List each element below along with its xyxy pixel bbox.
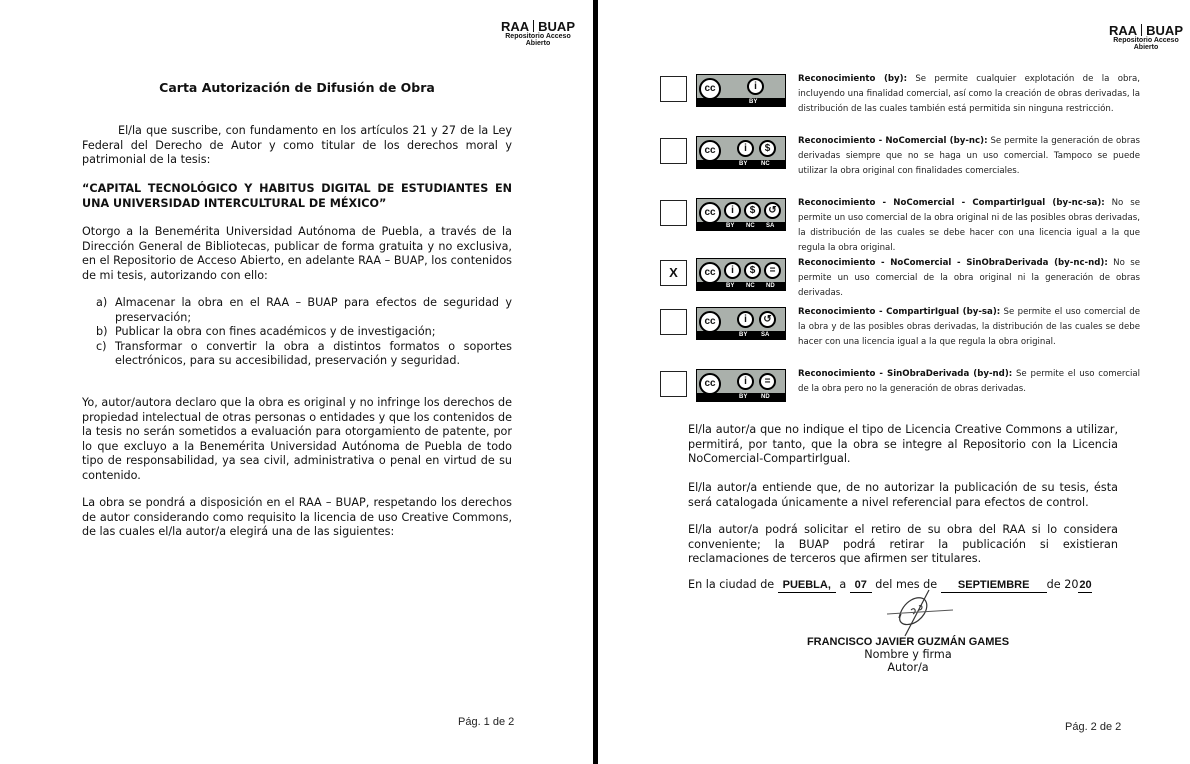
license-description [798,305,1140,350]
place-prefix: En la ciudad de [688,578,775,591]
attribution-icon: i [737,373,754,390]
list-item-text: Publicar la obra con fines académicos y de investigación; [115,325,436,339]
role-caption: Autor/a [887,661,929,674]
month-prefix: del mes de [875,578,938,591]
cc-license-badge [696,198,786,231]
logo-raa: RAA [500,19,530,34]
list-item-label: c) [96,339,107,353]
cc-license-badge [696,369,786,402]
license-description [798,134,1140,179]
logo-subtitle-line1: Repositorio Acceso [505,33,571,40]
non-commercial-icon: $ [744,262,761,279]
badge-label: SA [761,332,770,338]
authorization-list [82,296,512,369]
attribution-icon: i [737,140,754,157]
attribution-icon: i [724,262,741,279]
year-prefix: de 20 [1046,578,1079,591]
default-license-paragraph: El/la autor/a que no indique el tipo de Licencia Creative Commons a utilizar, permitirá, por tanto, que la obra se integre al Repositorio con la Licencia NoComercial-CompartirIgual. [688,423,1118,466]
badge-label: BY [739,161,748,167]
logo-subtitle-line1: Repositorio Acceso [1113,37,1179,44]
attribution-icon: i [737,311,754,328]
license-description [798,367,1140,397]
badge-label: NC [746,283,755,289]
signature-block [758,636,1058,674]
license-title: Reconocimiento (by): [798,74,908,84]
logo-buap: BUAP [1146,23,1183,38]
list-item [82,340,512,369]
license-checkbox[interactable] [660,200,687,226]
logo-raa: RAA [1108,23,1138,38]
badge-label-strip [697,331,785,339]
grant-paragraph: Otorgo a la Benemérita Universidad Autónoma de Puebla, a través de la Dirección General de Bibliotecas, publicar de forma gratuita y no exclusiva, en el Repositorio de Acceso Abierto, en adelante RAA – BUAP, los contenidos de mi tesis, autorizando con ello: [82,225,512,282]
cc-license-badge [696,307,786,340]
badge-label: BY [739,332,748,338]
license-text: No se permite un uso comercial de la obra original ni la generación de obras derivadas. [798,258,1140,298]
no-derivatives-icon: = [759,373,776,390]
name-caption: Nombre y firma [864,648,952,661]
withdrawal-paragraph: El/la autor/a podrá solicitar el retiro de su obra del RAA si lo considera conveniente; la BUAP podrá retirar la publicación si existieran reclamaciones de terceros que afirmen ser titulares. [688,523,1118,566]
license-description [798,256,1140,301]
badge-label: NC [761,161,770,167]
badge-label-strip [697,282,785,290]
handwritten-signature [881,588,961,638]
creative-commons-icon: cc [699,140,721,162]
logo-separator [533,20,534,32]
logo-buap: BUAP [538,19,575,34]
document-page-2 [598,0,1190,764]
list-item [82,296,512,325]
availability-paragraph: La obra se pondrá a disposición en el RAA – BUAP, respetando los derechos de autor considerando como requisito la licencia de uso Creative Commons, de las cuales el/la autor/a elegirá una de las siguientes: [82,496,512,539]
license-title: Reconocimiento - SinObraDerivada (by-nd): [798,369,1013,379]
city-field[interactable]: PUEBLA, [778,579,836,593]
license-title: Reconocimiento - NoComercial (by-nc): [798,136,988,146]
month-field[interactable]: SEPTIEMBRE [941,579,1047,593]
badge-label-strip [697,160,785,168]
attribution-icon: i [724,202,741,219]
license-title: Reconocimiento - CompartirIgual (by-sa): [798,307,1001,317]
license-text: Se permite la generación de obras derivadas siempre que no se haga un uso comercial. Tampoco se puede utilizar la obra original con finalidades comerciales. [798,136,1140,176]
license-title: Reconocimiento - NoComercial - SinObraDerivada (by-nc-nd): [798,258,1108,268]
attribution-icon: i [747,78,764,95]
author-name: FRANCISCO JAVIER GUZMÁN GAMES [806,636,1010,648]
document-page-1 [0,0,593,764]
raa-buap-logo [498,20,578,47]
non-commercial-icon: $ [759,140,776,157]
list-item-text: Transformar o convertir la obra a distintos formatos o soportes electrónicos, para su accesibilidad, preservación y seguridad. [115,339,512,368]
creative-commons-icon: cc [699,78,721,100]
day-prefix: a [839,578,847,591]
page-number: Pág. 2 de 2 [1065,721,1122,733]
badge-label: BY [739,394,748,400]
badge-label-strip [697,393,785,401]
license-text: Se permite el uso comercial de la obra pero no la generación de obras derivadas. [798,369,1140,394]
page-number: Pág. 1 de 2 [458,716,515,728]
creative-commons-icon: cc [699,262,721,284]
creative-commons-icon: cc [699,373,721,395]
list-item [82,325,512,340]
badge-label: SA [766,223,775,229]
no-derivatives-icon: = [764,262,781,279]
creative-commons-icon: cc [699,311,721,333]
license-checkbox[interactable] [660,309,687,335]
badge-label: BY [726,283,735,289]
badge-label: ND [761,394,770,400]
license-description [798,72,1140,117]
day-field[interactable]: 07 [850,579,872,593]
intro-paragraph: El/la que suscribe, con fundamento en los artículos 21 y 27 de la Ley Federal del Derecho de Autor y como titular de los derechos moral y patrimonial de la tesis: [82,124,512,167]
cc-license-badge [696,258,786,291]
license-checkbox[interactable] [660,138,687,164]
license-checkbox[interactable] [660,371,687,397]
share-alike-icon: ↺ [759,311,776,328]
cc-license-badge [696,74,786,107]
license-checkbox[interactable] [660,76,687,102]
badge-label: BY [749,99,758,105]
badge-label: NC [746,223,755,229]
license-description [798,196,1140,256]
badge-label-strip [697,222,785,230]
logo-separator [1141,24,1142,36]
year-field[interactable]: 20 [1079,579,1092,591]
list-item-text: Almacenar la obra en el RAA – BUAP para efectos de seguridad y preservación; [115,296,512,324]
thesis-title: “CAPITAL TECNOLÓGICO Y HABITUS DIGITAL DE ESTUDIANTES EN UNA UNIVERSIDAD INTERCULTURAL DE MÉXICO” [82,182,512,210]
not-authorized-paragraph: El/la autor/a entiende que, de no autorizar la publicación de su tesis, ésta será catalogada únicamente a nivel referencial para efectos de control. [688,481,1118,509]
non-commercial-icon: $ [744,202,761,219]
license-title: Reconocimiento - NoComercial - CompartirIgual (by-nc-sa): [798,198,1105,208]
share-alike-icon: ↺ [764,202,781,219]
declaration-paragraph: Yo, autor/autora declaro que la obra es original y no infringe los derechos de propiedad intelectual de otras personas o entidades y que los contenidos de la tesis no serán sometidos a evaluación para otorgamiento de patente, por lo que excluyo a la Benemérita Universidad Autónoma de Puebla de todo tipo de responsabilidad, ya sea civil, administrativa o penal en virtud de su contenido. [82,396,512,482]
license-text: No se permite un uso comercial de la obra original ni de las posibles obras derivadas, la distribución de las cuales se debe hacer con una licencia igual a la que regula la obra original. [798,198,1141,253]
badge-label: ND [766,283,775,289]
list-item-label: a) [96,296,108,309]
page-title: Carta Autorización de Difusión de Obra [159,80,435,95]
cc-license-badge [696,136,786,169]
logo-subtitle-line2: Abierto [1133,44,1159,51]
creative-commons-icon: cc [699,202,721,224]
raa-buap-logo [1108,24,1184,51]
list-item-label: b) [96,325,108,339]
license-text: Se permite cualquier explotación de la obra, incluyendo una finalidad comercial, así como la creación de obras derivadas, la distribución de las cuales también está permitida sin ninguna restricción. [798,74,1140,114]
badge-label: BY [726,223,735,229]
logo-subtitle-line2: Abierto [525,40,551,47]
badge-label-strip [697,98,785,106]
license-text: Se permite el uso comercial de la obra y de las posibles obras derivadas, la distribución de las cuales se debe hacer con una licencia igual a la que regula la obra original. [798,307,1140,347]
license-checkbox[interactable]: X [660,260,687,286]
